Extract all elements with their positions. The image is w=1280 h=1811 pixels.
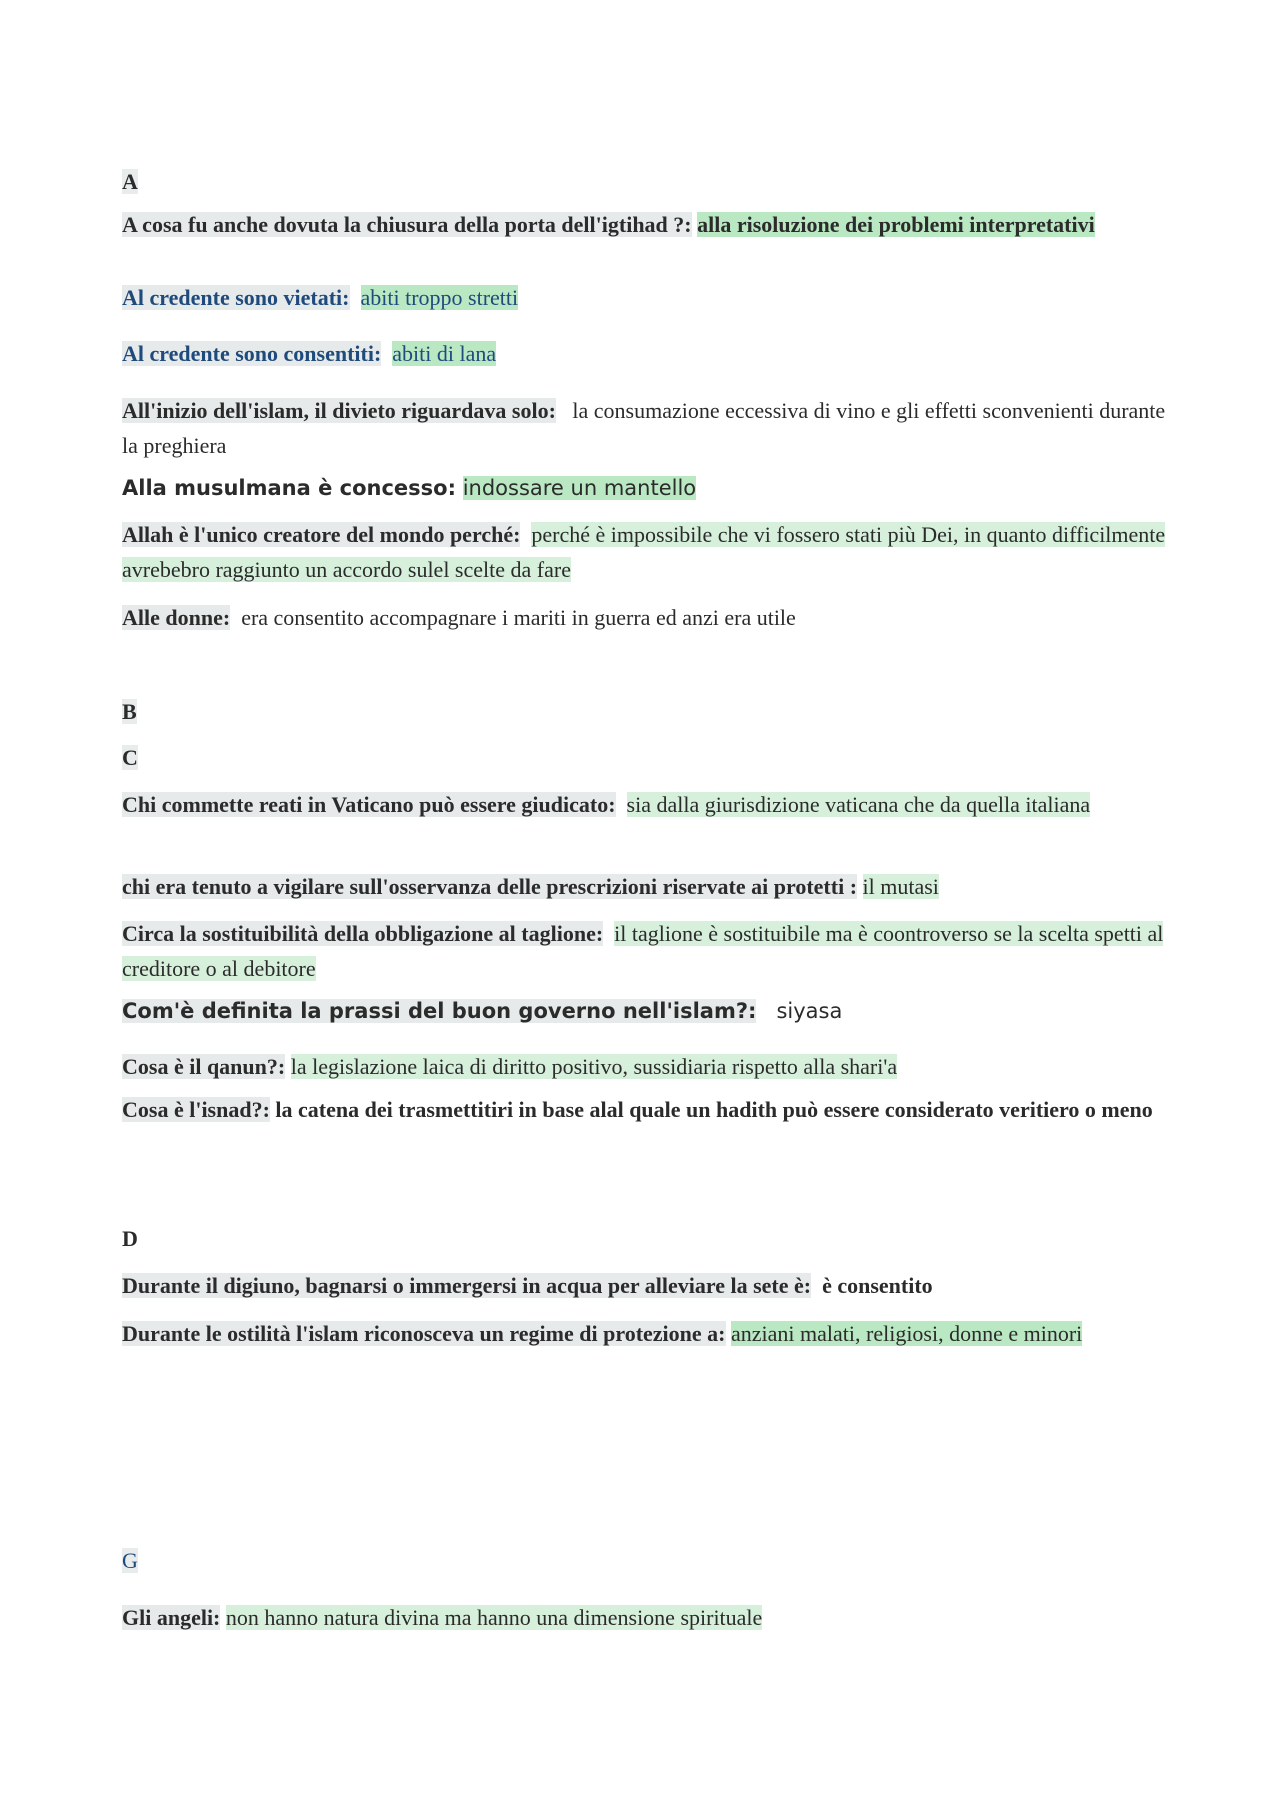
section-heading-a [122, 164, 1172, 199]
question: Alla musulmana è concesso: [122, 476, 456, 500]
question: Circa la sostituibilità della obbligazione al taglione: [122, 921, 604, 946]
question: chi era tenuto a vigilare sull'osservanza delle prescrizioni riservate ai protetti : [122, 874, 858, 899]
answer: la consumazione eccessiva di vino e gli effetti sconvenienti durante la preghiera [122, 398, 1166, 458]
qa-entry [122, 869, 1172, 904]
question: Durante il digiuno, bagnarsi o immergersi in acqua per alleviare la sete è: [122, 1273, 812, 1298]
answer: la legislazione laica di diritto positivo, sussidiaria rispetto alla shari'a [290, 1054, 898, 1079]
answer: perché è impossibile che vi fossero stati più Dei, in quanto difficilmente avrebebro raggiunto un accordo sulel scelte da fare [122, 522, 1166, 582]
answer: indossare un mantello [462, 476, 697, 500]
qa-entry [122, 1600, 1172, 1635]
answer: il mutasi [862, 874, 939, 899]
question: Durante le ostilità l'islam riconosceva un regime di protezione a: [122, 1321, 726, 1346]
qa-entry [122, 787, 1172, 822]
section-letter: B [122, 699, 137, 724]
answer: abiti di lana [392, 341, 497, 366]
qa-entry [122, 916, 1172, 986]
question: Gli angeli: [122, 1605, 221, 1630]
answer: anziani malati, religiosi, donne e minori [731, 1321, 1083, 1346]
qa-entry [122, 280, 1172, 315]
section-heading-b [122, 694, 1172, 729]
question: Alle donne: [122, 605, 231, 630]
answer: abiti troppo stretti [360, 285, 519, 310]
qa-entry [122, 1092, 1172, 1127]
question: Cosa è il qanun?: [122, 1054, 286, 1079]
answer: era consentito accompagnare i mariti in guerra ed anzi era utile [241, 605, 796, 630]
qa-entry [122, 1268, 1172, 1303]
qa-entry [122, 1316, 1172, 1351]
question: Al credente sono consentiti: [122, 341, 382, 366]
qa-entry [122, 600, 1172, 635]
section-letter: A [122, 169, 138, 194]
qa-entry [122, 994, 1172, 1029]
section-letter: G [122, 1548, 138, 1573]
answer: il taglione è sostituibile ma è coontroverso se la scelta spetti al creditore o al debitore [122, 921, 1164, 981]
question: Chi commette reati in Vaticano può essere giudicato: [122, 792, 616, 817]
answer: alla risoluzione dei problemi interpretativi [697, 212, 1095, 237]
question: Allah è l'unico creatore del mondo perché: [122, 522, 521, 547]
qa-entry [122, 1049, 1172, 1084]
section-heading-g [122, 1543, 1172, 1578]
question: A cosa fu anche dovuta la chiusura della porta dell'igtihad ?: [122, 212, 692, 237]
answer: siyasa [776, 999, 843, 1023]
section-heading-c [122, 740, 1172, 775]
qa-entry [122, 517, 1172, 587]
qa-entry [122, 471, 1172, 506]
qa-entry [122, 336, 1172, 371]
question: Al credente sono vietati: [122, 285, 350, 310]
answer: la catena dei trasmettitiri in base alal quale un hadith può essere considerato veritiero o meno [275, 1097, 1153, 1122]
question: All'inizio dell'islam, il divieto riguardava solo: [122, 398, 556, 423]
section-letter: D [122, 1226, 138, 1251]
section-heading-d [122, 1221, 1172, 1256]
answer: sia dalla giurisdizione vaticana che da quella italiana [626, 792, 1091, 817]
answer: è consentito [822, 1273, 933, 1298]
question: Com'è definita la prassi del buon governo nell'islam?: [122, 999, 757, 1023]
section-letter: C [122, 745, 138, 770]
qa-entry [122, 393, 1172, 463]
answer: non hanno natura divina ma hanno una dimensione spirituale [225, 1605, 763, 1630]
qa-entry [122, 207, 1172, 242]
question: Cosa è l'isnad?: [122, 1097, 270, 1122]
